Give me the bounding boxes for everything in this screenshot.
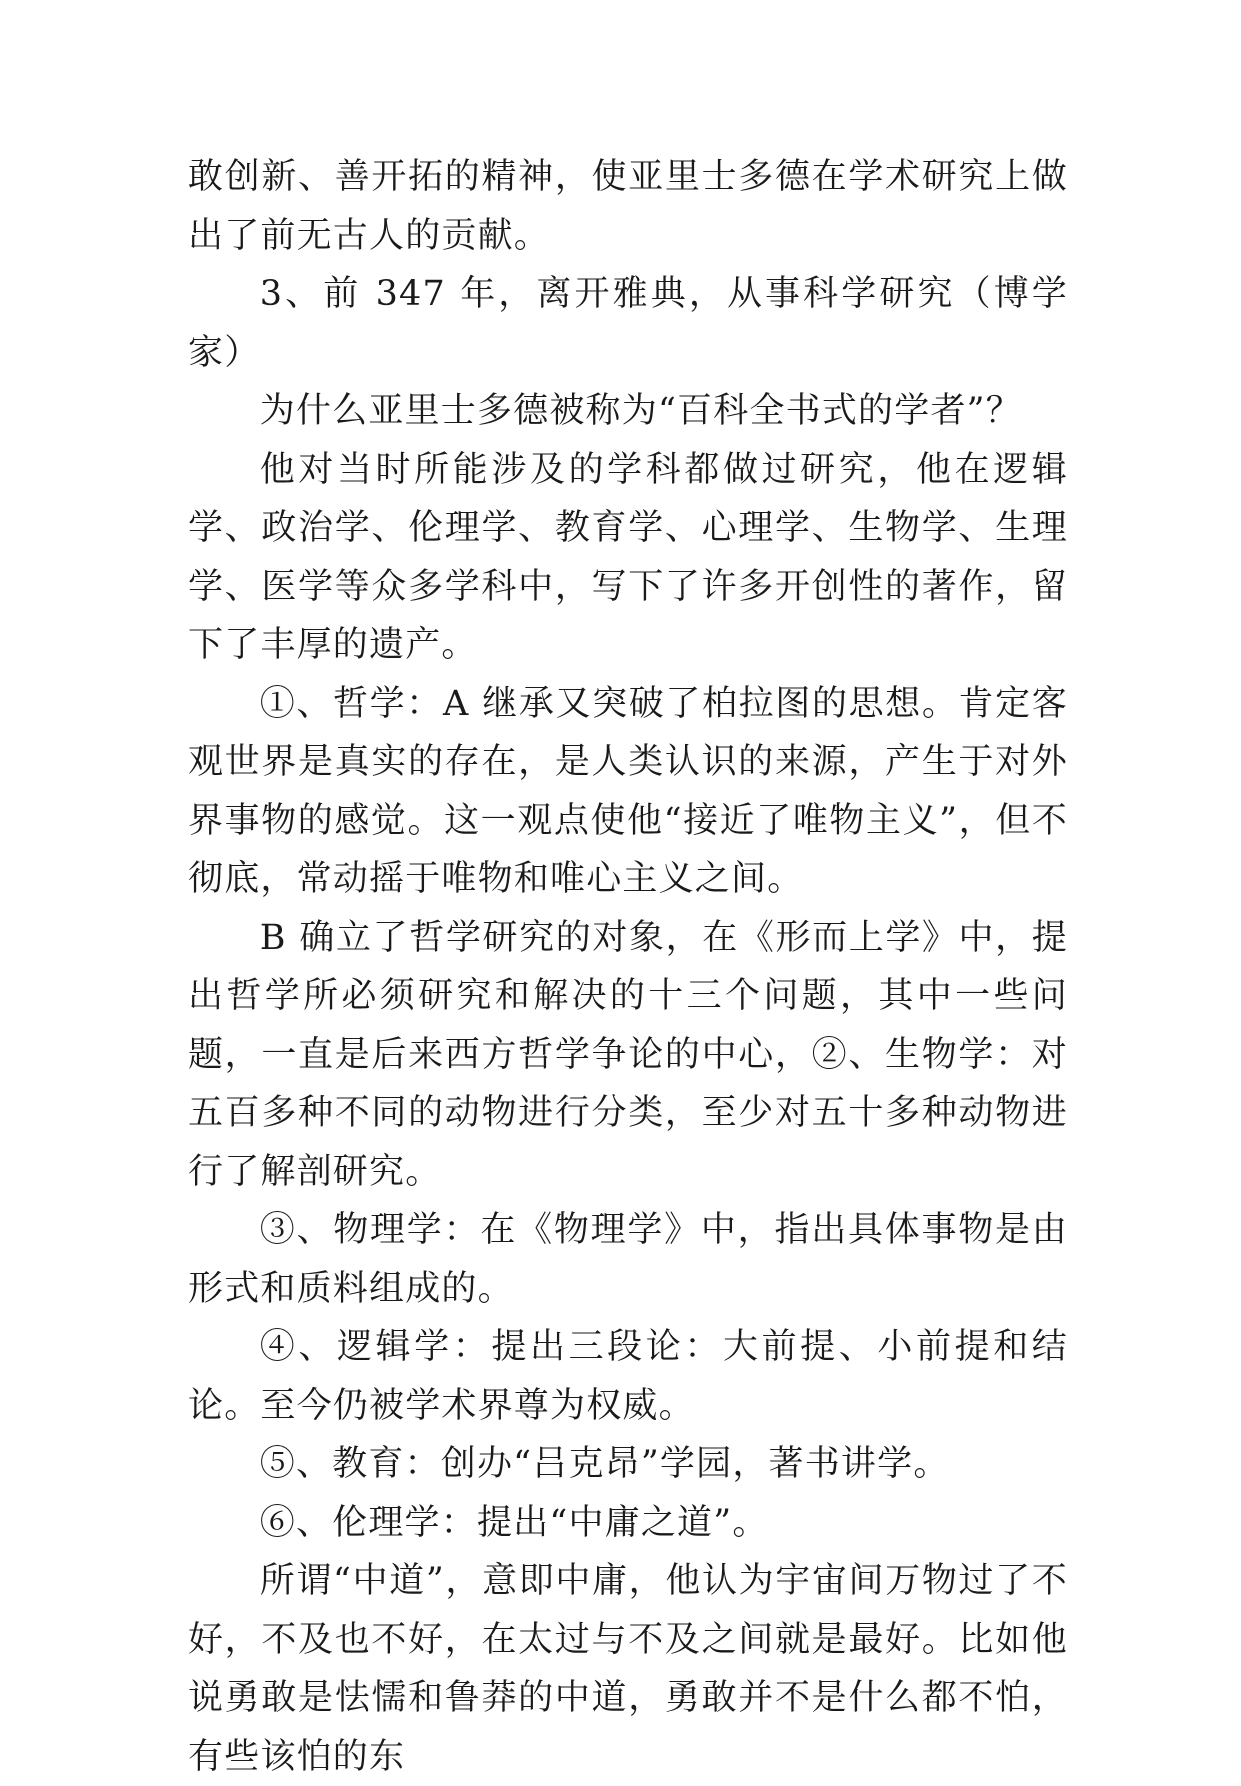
paragraph-section-3-heading: 3、前 347 年，离开雅典，从事科学研究（博学家） — [188, 274, 1068, 373]
paragraph-answer: 他对当时所能涉及的学科都做过研究，他在逻辑学、政治学、伦理学、教育学、心理学、生物学、生理学、医学等众多学科中，写下了许多开创性的著作，留下了丰厚的遗产。 — [188, 449, 1068, 665]
paragraph-philosophy: ①、哲学：A 继承又突破了柏拉图的思想。肯定客观世界是真实的存在，是人类认识的来源，产生于对外界事物的感觉。这一观点使他“接近了唯物主义”，但不彻底，常动摇于唯物和唯心主义之间。 — [188, 683, 1068, 899]
paragraph-education: ⑤、教育：创办“吕克昂”学园，著书讲学。 — [259, 1444, 950, 1484]
paragraph-golden-mean: 所谓“中道”，意即中庸，他认为宇宙间万物过了不好，不及也不好，在太过与不及之间就是最好。比如他说勇敢是怯懦和鲁莽的中道，勇敢并不是什么都不怕，有些该怕的东 — [188, 1561, 1068, 1777]
paragraph-question: 为什么亚里士多德被称为“百科全书式的学者”？ — [259, 391, 1022, 431]
paragraph-ethics: ⑥、伦理学：提出“中庸之道”。 — [259, 1502, 769, 1543]
paragraph-physics: ③、物理学：在《物理学》中，指出具体事物是由形式和质料组成的。 — [188, 1210, 1068, 1309]
paragraph-philosophy-b: B 确立了哲学研究的对象，在《形而上学》中，提出哲学所必须研究和解决的十三个问题，其中一些问题，一直是后来西方哲学争论的中心，②、生物学：对五百多种不同的动物进行分类，至少对五十多种动物进行了解剖研究。 — [188, 917, 1068, 1192]
paragraph-logic: ④、逻辑学：提出三段论：大前提、小前提和结论。至今仍被学术界尊为权威。 — [188, 1327, 1068, 1426]
paragraph-continuation: 敢创新、善开拓的精神，使亚里士多德在学术研究上做出了前无古人的贡献。 — [188, 157, 1068, 256]
body-text — [188, 148, 1068, 1786]
